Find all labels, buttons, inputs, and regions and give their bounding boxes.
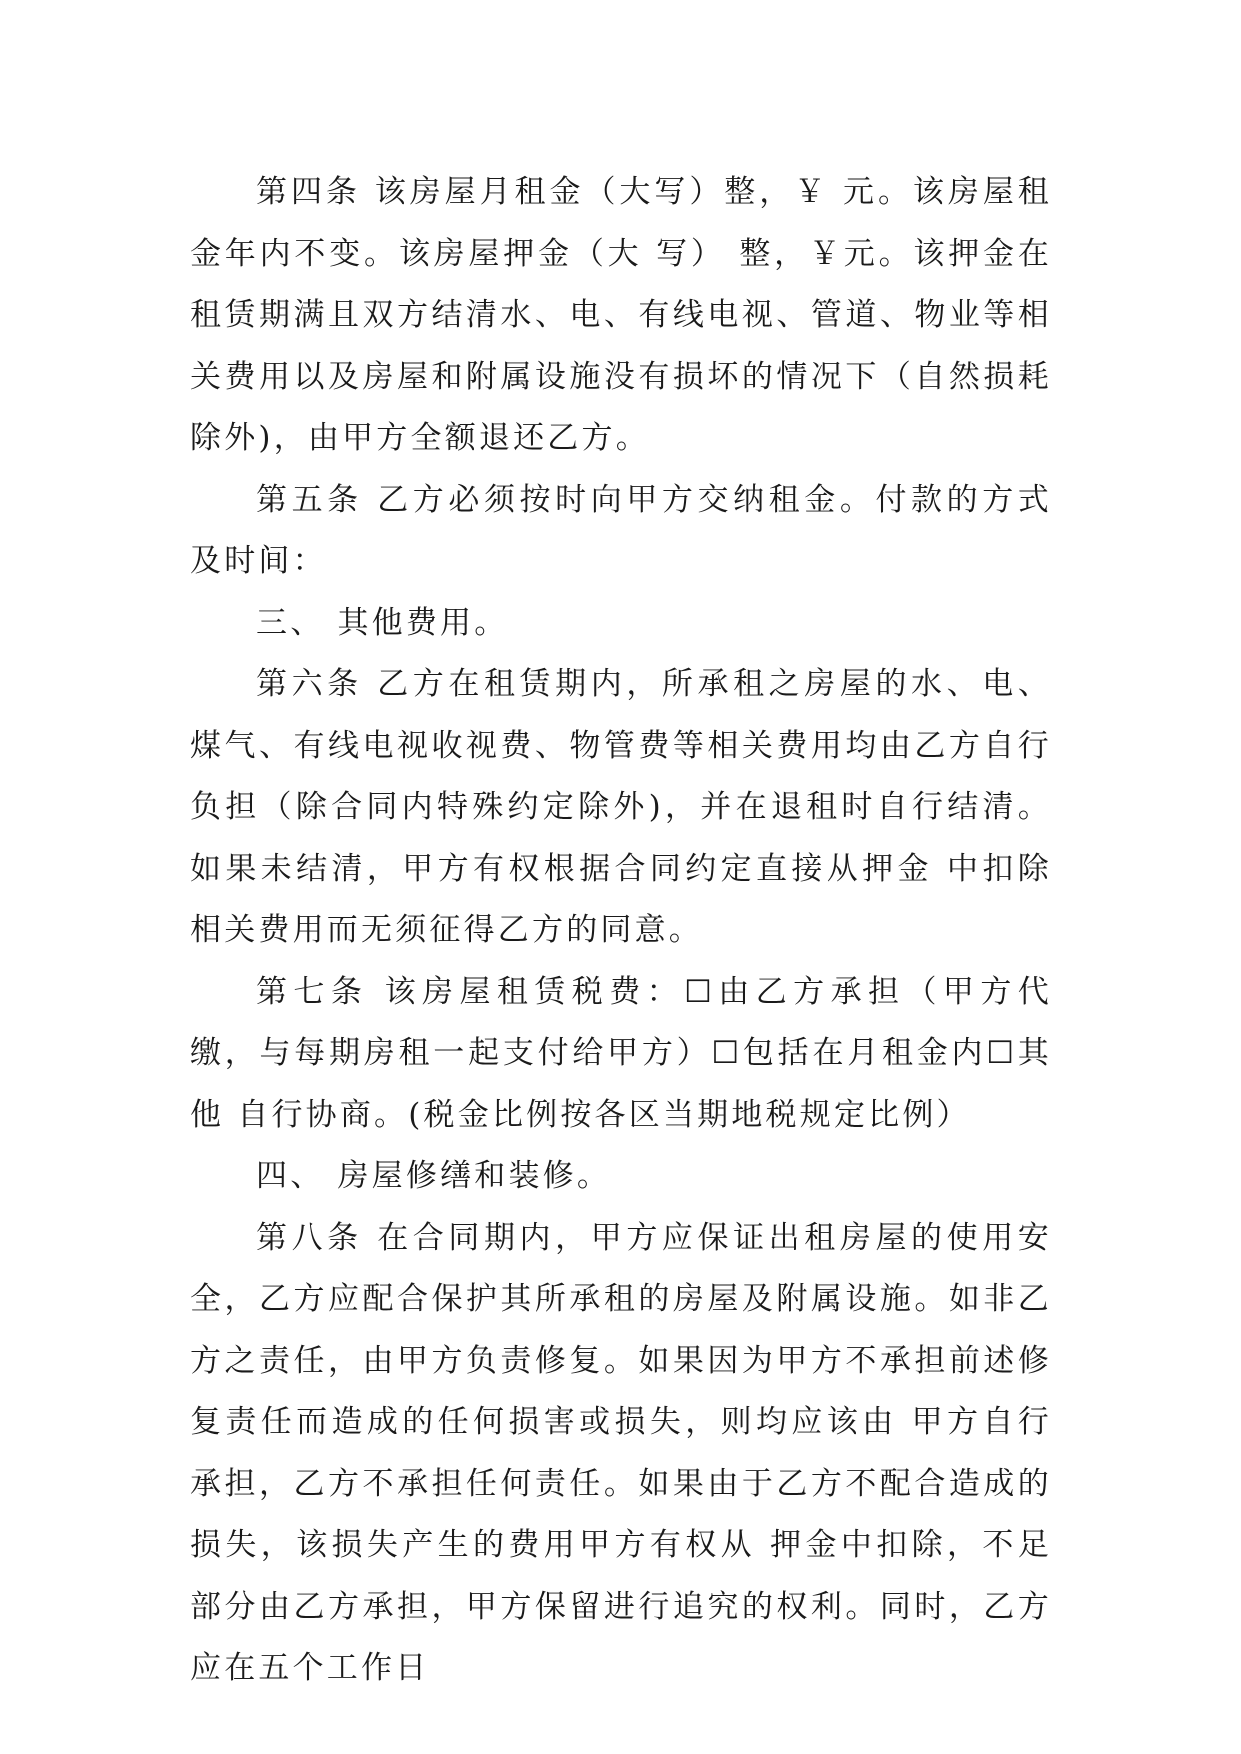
paragraph-article-8: 第八条 在合同期内，甲方应保证出租房屋的使用安全，乙方应配合保护其所承租的房屋及附属设施。如非乙 方之责任，由甲方负责修复。如果因为甲方不承担前述修复责任而造成的任何损害或损失，则均应该由 甲方自行承担，乙方不承担任何责任。如果由于乙方不配合造成的损失，该损失产生的费用甲方有权从 押金中扣除，不足部分由乙方承担，甲方保留进行追究的权利。同时，乙方应在五个工作日 — [190, 1219, 1066, 1686]
paragraph-article-4: 第四条 该房屋月租金（大写）整，￥ 元。该房屋租金年内不变。该房屋押金（大 写） 整，￥元。该押金在租赁期满且双方结清水、电、有线电视、管道、物业等相 关费用以及房屋和附属设施没有损坏的情况下（自然损耗除外)，由甲方全额退还乙方。 — [190, 174, 1066, 456]
paragraph-article-6: 第六条 乙方在租赁期内，所承租之房屋的水、电、煤气、有线电视收视费、物管费等相关费用均由乙方自行 负担（除合同内特殊约定除外)，并在退租时自行结清。如果未结清，甲方有权根据合同约定直接从押金 中扣除相关费用而无须征得乙方的同意。 — [190, 666, 1066, 948]
document-body — [190, 162, 1066, 1700]
paragraph-article-7: 第七条 该房屋租赁税费：☐由乙方承担（甲方代缴，与每期房租一起支付给甲方）☐包括在月租金内☐其他 自行协商。(税金比例按各区当期地税规定比例） — [190, 973, 1052, 1133]
paragraph-article-5: 第五条 乙方必须按时向甲方交纳租金。付款的方式及时间： — [190, 481, 1052, 579]
section-heading-repairs: 四、 房屋修缮和装修。 — [256, 1158, 612, 1194]
section-heading-other-fees: 三、 其他费用。 — [256, 604, 509, 641]
